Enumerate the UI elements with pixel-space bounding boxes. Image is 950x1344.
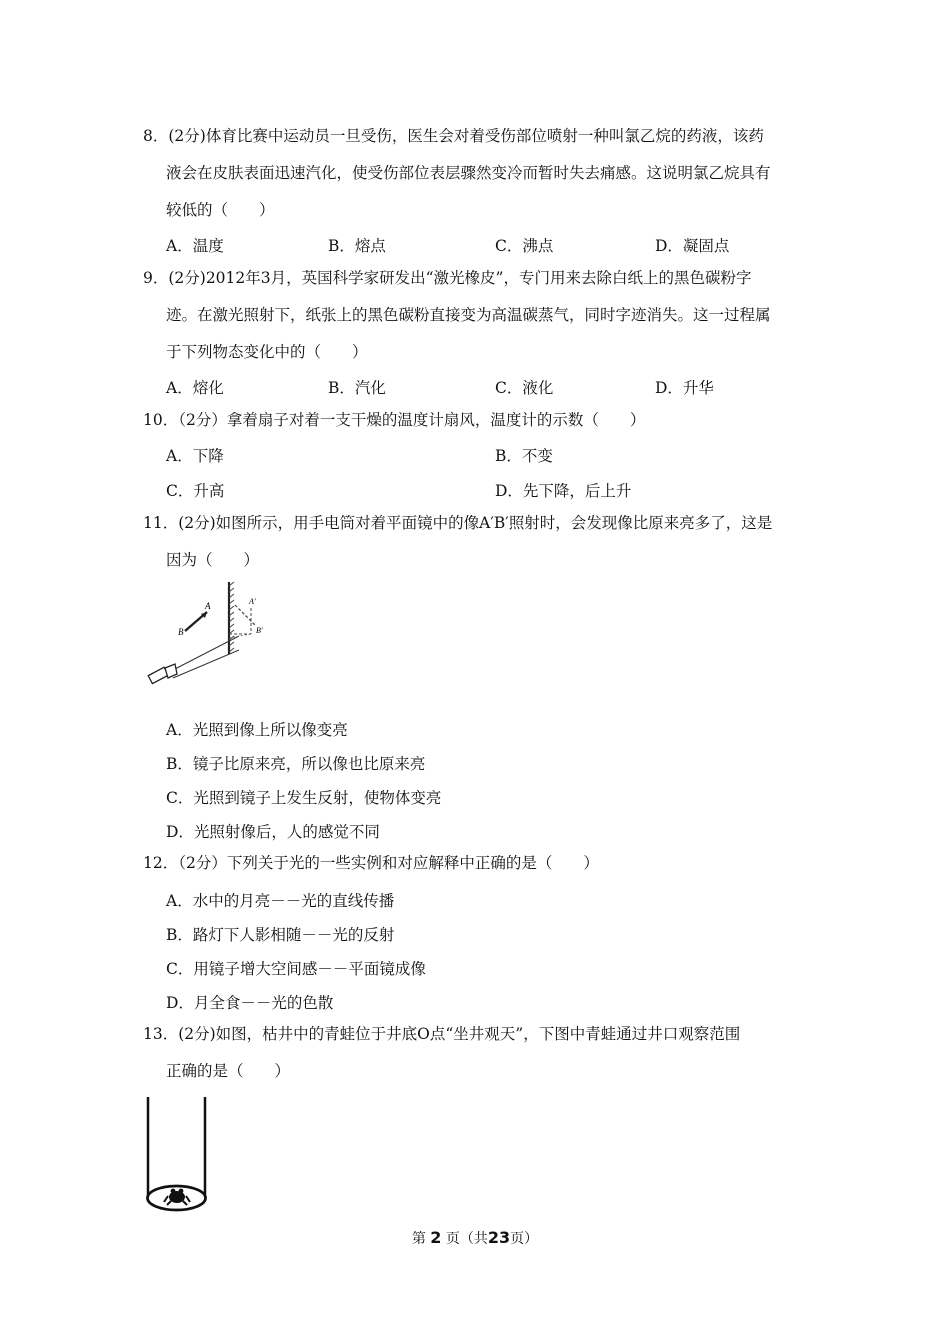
option-c[interactable]: C．升高 [166,482,225,500]
question-12-option-d[interactable]: D．月全食－－光的色散 [166,994,334,1012]
option-d[interactable]: D．凝固点 [655,237,730,255]
question-13-line-1: 13．(2分)如图，枯井中的青蛙位于井底O点“坐井观天”，下图中青蛙通过井口观察范围 [143,1025,741,1043]
question-9 [143,260,813,371]
light-beam-lower [173,650,239,678]
page-number: 2 [430,1228,442,1247]
page-footer [0,1228,950,1248]
option-c[interactable]: C．液化 [495,379,554,397]
question-8 [143,118,813,229]
well-frog-diagram [140,1092,215,1217]
option-b[interactable]: B．汽化 [328,379,386,397]
question-8-line-1: 8．(2分)体育比赛中运动员一旦受伤，医生会对着受伤部位喷射一种叫氯乙烷的药液，该药 [143,127,764,145]
footer-prefix: 第 [411,1231,426,1247]
footer-middle: 页（共 [445,1231,488,1247]
question-11 [143,505,813,579]
question-10-line-1: 10．（2分）拿着扇子对着一支干燥的温度计扇风，温度计的示数（ ） [143,411,646,429]
question-12-line-1: 12．（2分）下列关于光的一些实例和对应解释中正确的是（ ） [143,854,599,872]
label-b: B [178,627,184,637]
question-11-option-b[interactable]: B．镜子比原来亮，所以像也比原来亮 [166,755,426,773]
question-13 [143,1016,813,1090]
label-b-prime: B′ [256,626,263,635]
option-d[interactable]: D．先下降，后上升 [495,482,632,500]
footer-suffix: 页） [510,1231,539,1247]
question-9-line-2: 迹。在激光照射下，纸张上的黑色碳粉直接变为高温碳蒸气，同时字迹消失。这一过程属 [166,306,771,324]
option-a[interactable]: A．下降 [166,447,224,465]
question-12-option-a[interactable]: A．水中的月亮－－光的直线传播 [166,892,395,910]
question-9-line-1: 9．(2分)2012年3月，英国科学家研发出“激光橡皮”，专门用来去除白纸上的黑色碳粉字 [143,269,752,287]
question-11-option-c[interactable]: C．光照到镜子上发生反射，使物体变亮 [166,789,442,807]
question-12 [143,845,813,882]
mirror-flashlight-diagram [143,578,273,693]
question-11-line-1: 11．(2分)如图所示，用手电筒对着平面镜中的像A′B′照射时，会发现像比原来亮多了，这是 [143,514,773,532]
total-pages: 23 [487,1228,511,1247]
question-9-line-3: 于下列物态变化中的（ ） [166,343,368,361]
question-11-option-a[interactable]: A．光照到像上所以像变亮 [166,721,348,739]
question-10-options-row-1 [166,444,806,474]
label-a: A [205,601,211,611]
question-8-line-3: 较低的（ ） [166,201,275,219]
question-12-option-c[interactable]: C．用镜子增大空间感－－平面镜成像 [166,960,426,978]
option-b[interactable]: B．熔点 [328,237,386,255]
question-10 [143,402,813,439]
option-a[interactable]: A．温度 [166,237,224,255]
option-c[interactable]: C．沸点 [495,237,554,255]
question-8-line-2: 液会在皮肤表面迅速汽化，使受伤部位表层骤然变冷而暂时失去痛感。这说明氯乙烷具有 [166,164,771,182]
option-a[interactable]: A．熔化 [166,379,224,397]
option-b[interactable]: B．不变 [495,447,553,465]
image-ab-dashed [235,605,255,625]
question-11-line-2: 因为（ ） [166,551,260,569]
flashlight-icon [148,664,177,684]
option-d[interactable]: D．升华 [655,379,714,397]
question-11-option-d[interactable]: D．光照射像后，人的感觉不同 [166,823,380,841]
question-12-option-b[interactable]: B．路灯下人影相随－－光的反射 [166,926,395,944]
question-13-line-2: 正确的是（ ） [166,1062,291,1080]
label-a-prime: A′ [249,597,256,606]
